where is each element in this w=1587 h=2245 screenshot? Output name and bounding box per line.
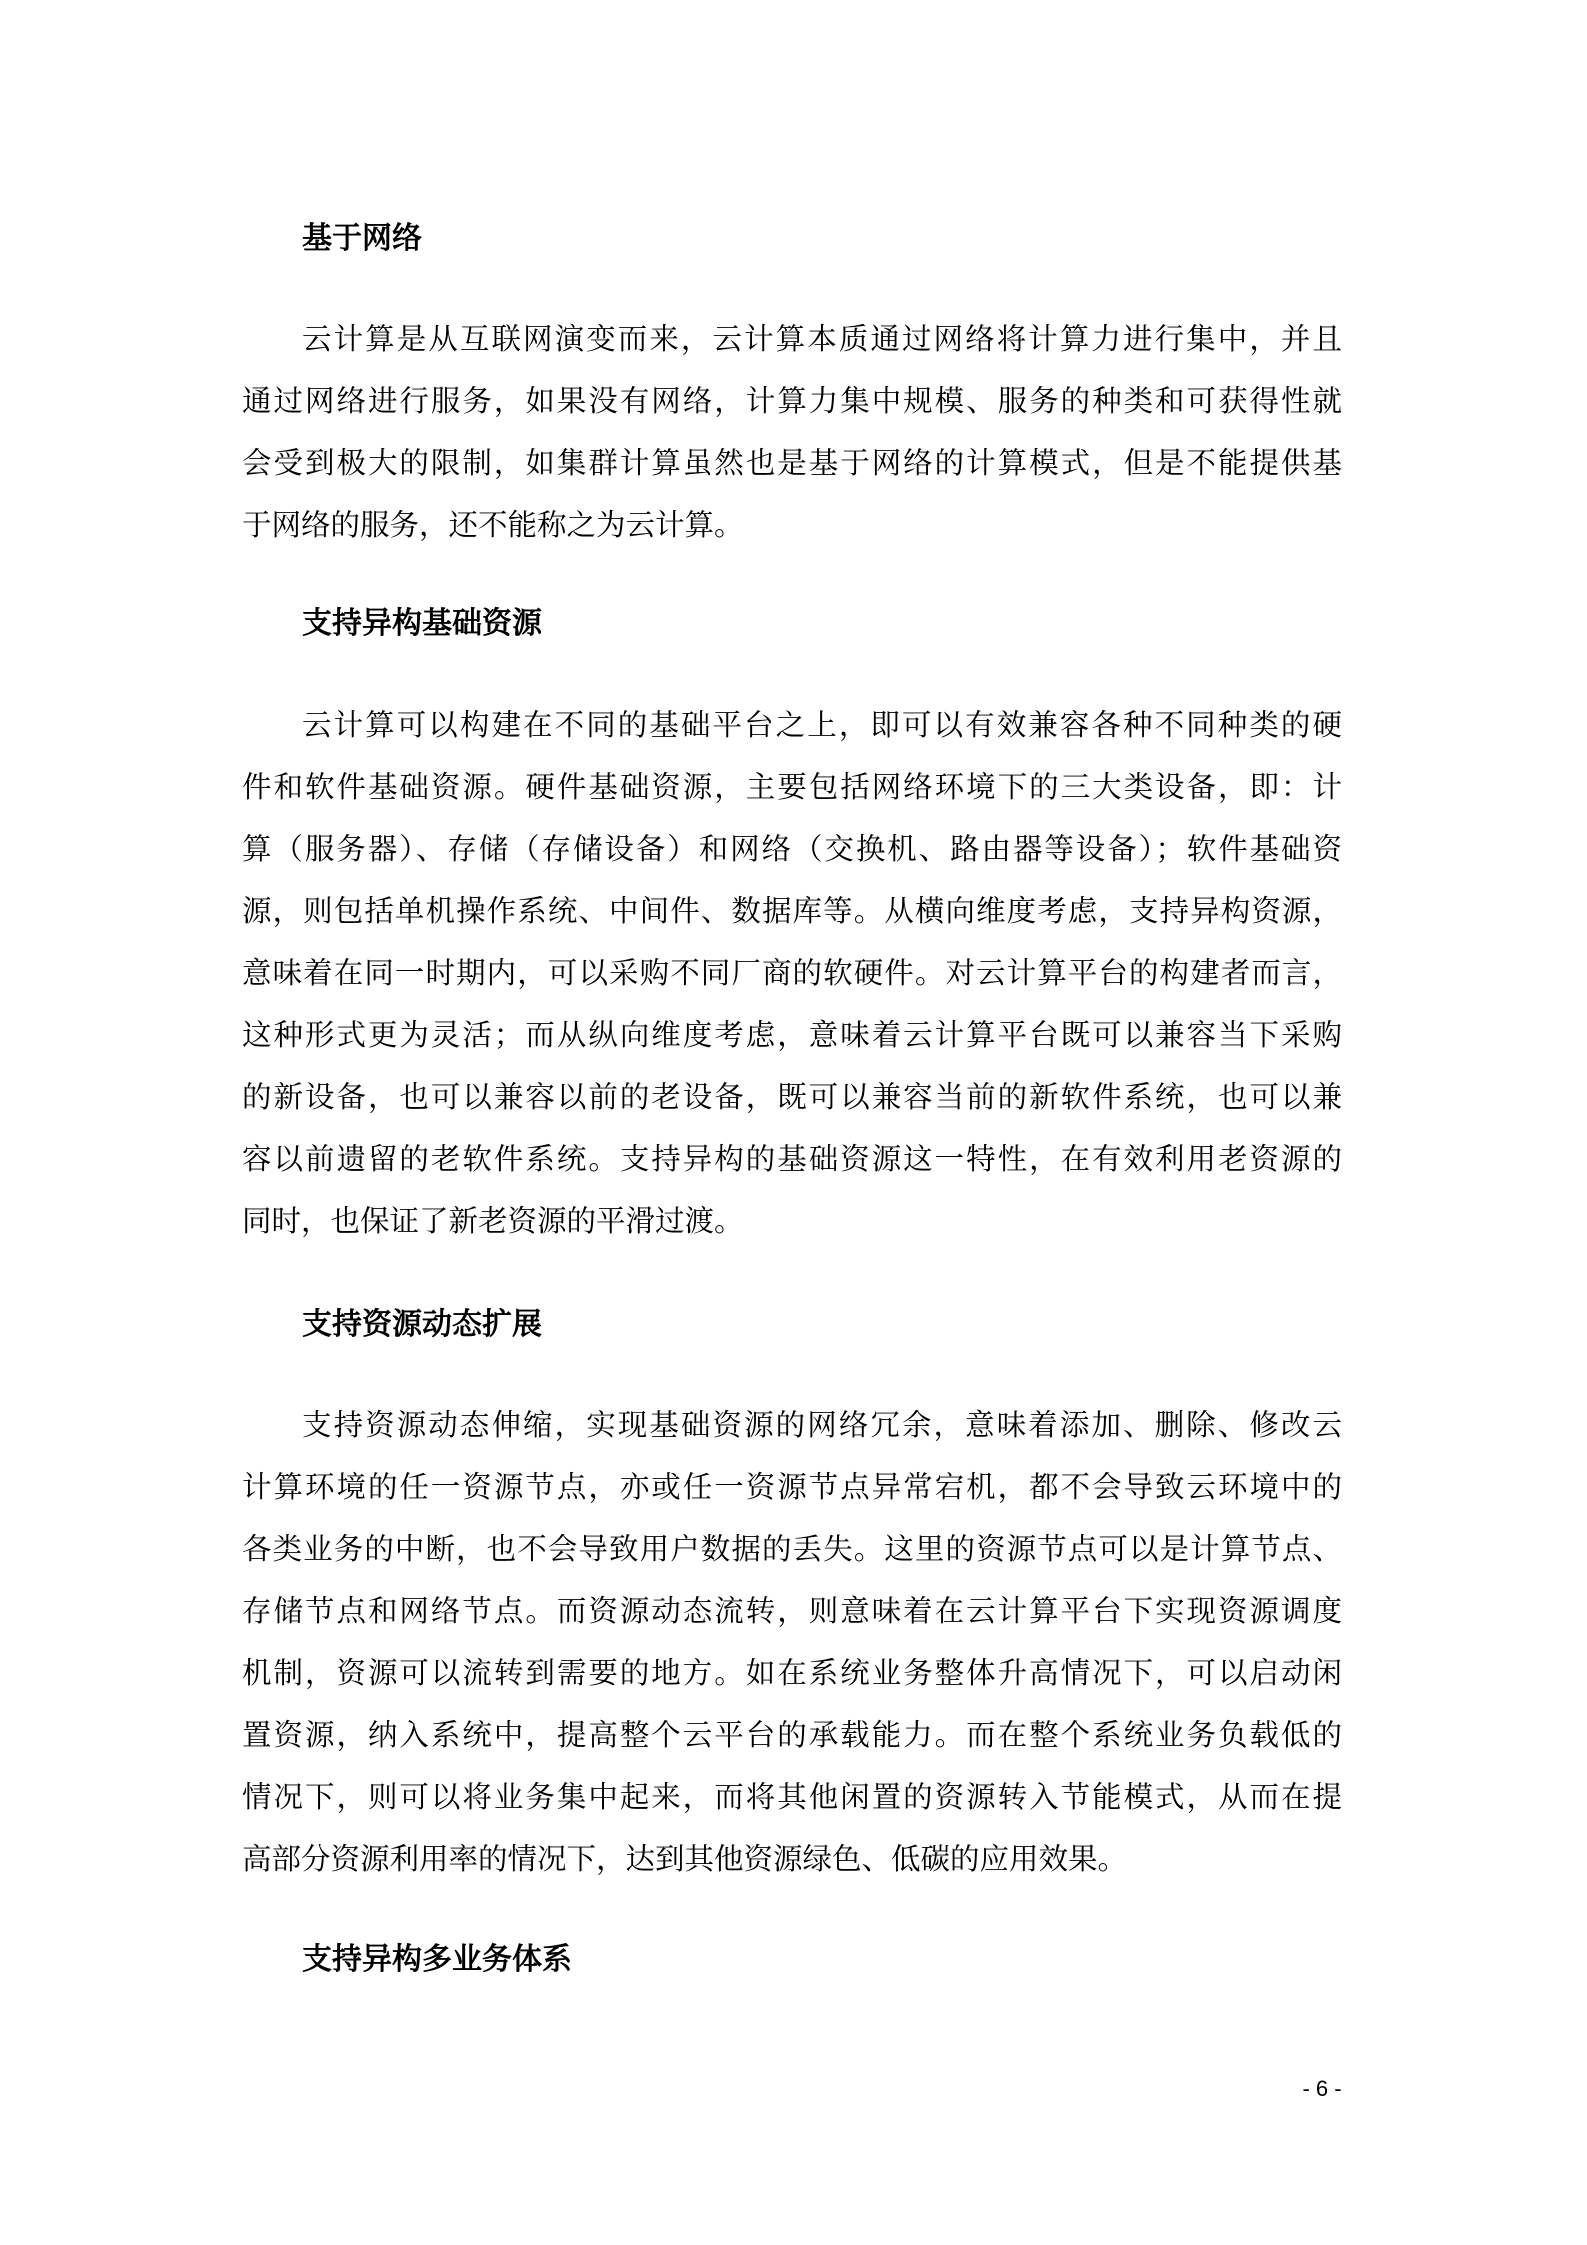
paragraph-line: 通过网络进行服务，如果没有网络，计算力集中规模、服务的种类和可获得性就 [242,384,1342,418]
paragraph-line: 存储节点和网络节点。而资源动态流转，则意味着在云计算平台下实现资源调度 [242,1594,1342,1628]
section-heading-heterogeneous-resources: 支持异构基础资源 [302,606,542,641]
paragraph-line: 源，则包括单机操作系统、中间件、数据库等。从横向维度考虑，支持异构资源， [242,894,1342,928]
paragraph-line: 于网络的服务，还不能称之为云计算。 [242,508,744,542]
paragraph-line: 同时，也保证了新老资源的平滑过渡。 [242,1204,744,1238]
paragraph-line: 这种形式更为灵活；而从纵向维度考虑，意味着云计算平台既可以兼容当下采购 [242,1018,1342,1052]
paragraph-line: 会受到极大的限制，如集群计算虽然也是基于网络的计算模式，但是不能提供基 [242,446,1342,480]
paragraph-line: 情况下，则可以将业务集中起来，而将其他闲置的资源转入节能模式，从而在提 [242,1780,1342,1814]
paragraph-line: 高部分资源利用率的情况下，达到其他资源绿色、低碳的应用效果。 [242,1842,1128,1876]
section-paragraph-dynamic-scaling [242,1408,1342,1904]
section-heading-network-based: 基于网络 [302,221,422,256]
paragraph-line: 各类业务的中断，也不会导致用户数据的丢失。这里的资源节点可以是计算节点、 [242,1532,1342,1566]
section-paragraph-network-based [242,322,1342,570]
paragraph-line: 算（服务器）、存储（存储设备）和网络（交换机、路由器等设备）；软件基础资 [242,832,1342,866]
paragraph-line: 意味着在同一时期内，可以采购不同厂商的软硬件。对云计算平台的构建者而言， [242,956,1342,990]
section-heading-dynamic-scaling: 支持资源动态扩展 [302,1307,542,1342]
paragraph-line: 计算环境的任一资源节点，亦或任一资源节点异常宕机，都不会导致云环境中的 [242,1470,1342,1504]
paragraph-line: 置资源，纳入系统中，提高整个云平台的承载能力。而在整个系统业务负载低的 [242,1718,1342,1752]
paragraph-line: 的新设备，也可以兼容以前的老设备，既可以兼容当前的新软件系统，也可以兼 [242,1080,1342,1114]
paragraph-line: 容以前遗留的老软件系统。支持异构的基础资源这一特性，在有效利用老资源的 [242,1142,1342,1176]
paragraph-line: 云计算可以构建在不同的基础平台之上，即可以有效兼容各种不同种类的硬 [302,708,1342,742]
paragraph-line: 机制，资源可以流转到需要的地方。如在系统业务整体升高情况下，可以启动闲 [242,1656,1342,1690]
paragraph-line: 支持资源动态伸缩，实现基础资源的网络冗余，意味着添加、删除、修改云 [302,1408,1342,1442]
section-paragraph-heterogeneous-resources [242,708,1342,1266]
section-heading-multi-business: 支持异构多业务体系 [302,1942,572,1977]
paragraph-line: 云计算是从互联网演变而来，云计算本质通过网络将计算力进行集中，并且 [302,322,1342,356]
page-number: - 6 - [1302,2076,1342,2101]
paragraph-line: 件和软件基础资源。硬件基础资源，主要包括网络环境下的三大类设备，即：计 [242,770,1342,804]
